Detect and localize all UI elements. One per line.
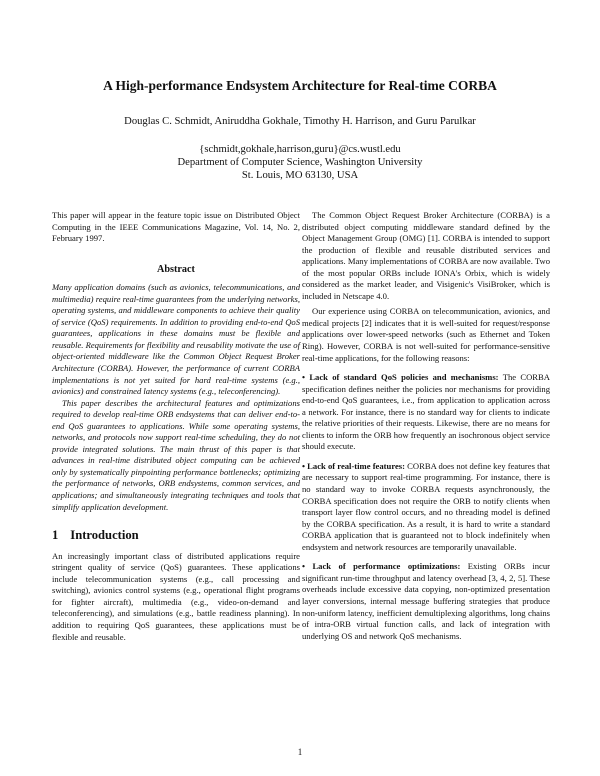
intro-paragraph: An increasingly important class of distributed applications require stringent quality of service (QoS) guarantees. These applications include telecommunication systems (e.g., call processing and switching), avionics control systems (e.g., operational flight programs for fighter aircraft), multimedia (e.g., video-on-demand and teleconferencing), and simulations (e.g., battle readiness planning). In addition to requiring QoS guarantees, these applications must be flexible and reusable.: [52, 550, 300, 642]
left-column: [52, 210, 300, 643]
bullet-lead: • Lack of real-time features:: [302, 460, 405, 471]
paper-title: A High-performance Endsystem Architecture for Real-time CORBA: [103, 78, 497, 93]
bullet-item: [302, 372, 550, 453]
bullet-text: Existing ORBs incur significant run-time throughput and latency overhead [3, 4, 2, 5]. These overheads include excessive data copying, non-optimized presentation layer conversions, internal message buffering strategies that produce non-uniform latency, inefficient demultiplexing algorithms, long chains of intra-ORB virtual function calls, and lack of integration with underlying OS and network QoS mechanisms.: [302, 561, 550, 641]
address: St. Louis, MO 63130, USA: [241, 170, 359, 181]
bullet-item: [302, 561, 550, 642]
bullet-text: The CORBA specification defines neither the policies nor mechanisms for providing end-to-end QoS guarantees, i.e., from application to application across a network. For instance, there is no standard way for clients to indicate the relative priorities of their requests. Likewise, there are no means for clients to inform the ORB how frequently an isochronous object service should execute.: [302, 372, 550, 452]
bullet-text: CORBA does not define key features that are necessary to support real-time programming. For instance, there is no standard way to invoke CORBA requests asynchronously, the CORBA specification does not require the ORB to notify clients when transport layer flow control occurs, and no threading model is defined by the CORBA specification. As a result, it is hard to write a standard CORBA application that is guaranteed not to block indefinitely when endsystem and network resources are temporarily unavailable.: [302, 460, 550, 552]
section-heading: [52, 530, 300, 542]
author-affiliation: [0, 143, 600, 182]
abstract-heading: Abstract: [157, 263, 195, 275]
body-paragraph: Our experience using CORBA on telecommunication, avionics, and medical projects [2] indicates that it is well-suited for request/response applications over lower-speed networks (such as Ethernet and Token Ring). However, CORBA is not well-suited for performance-sensitive real-time applications, for the following reasons:: [302, 306, 550, 363]
section-number: 1: [52, 528, 59, 543]
department: Department of Computer Science, Washington University: [177, 157, 423, 168]
publication-note: This paper will appear in the feature topic issue on Distributed Object Computing in the IEEE Communications Magazine, Vol. 14, No. 2, February 1997.: [52, 210, 300, 244]
page-number: 1: [297, 747, 303, 757]
author-emails: {schmidt,gokhale,harrison,guru}@cs.wustl.edu: [199, 144, 401, 155]
abstract-paragraph: This paper describes the architectural features and optimizations required to develop real-time ORB endsystems that can deliver end-to-end QoS guarantees to applications. While some operating systems, networks, and protocols now support real-time scheduling, they do not provide integrated solutions. The main thrust of this paper is that advances in real-time distributed object computing can be achieved only by systematically pinpointing performance bottlenecks; optimizing the performance of networks, ORB endsystems, common services, and applications; and simultaneously integrating techniques and tools that simplify application development.: [52, 397, 300, 512]
right-column: [302, 210, 550, 642]
paper-authors: Douglas C. Schmidt, Aniruddha Gokhale, Timothy H. Harrison, and Guru Parulkar: [124, 116, 476, 127]
abstract-paragraph: Many application domains (such as avionics, telecommunications, and multimedia) require real-time guarantees from the underlying networks, operating systems, and middleware components to achieve their quality of service (QoS) requirements. In addition to providing end-to-end QoS guarantees, applications in these domains must be flexible and reusable. Requirements for flexibility and reusability motivate the use of object-oriented middleware like the Common Object Request Broker Architecture (CORBA). However, the performance of current CORBA implementations is not yet suited for hard real-time systems (e.g., avionics) and constrained latency systems (e.g., teleconferencing).: [52, 282, 300, 397]
bullet-item: [302, 461, 550, 553]
bullet-lead: • Lack of performance optimizations:: [302, 561, 461, 572]
body-paragraph: The Common Object Request Broker Architecture (CORBA) is a distributed object computing middleware standard defined by the Object Management Group (OMG) [1]. CORBA is intended to support the production of flexible and reusable distributed services and applications. Many implementations of CORBA are now available. Two of the most popular ORBs include IONA's Orbix, which is widely considered as the market leader, and Visigenic's VisiBroker, which is included in Netscape 4.0.: [302, 210, 550, 301]
section-title: Introduction: [70, 528, 139, 543]
bullet-lead: • Lack of standard QoS policies and mechanisms:: [302, 372, 499, 383]
